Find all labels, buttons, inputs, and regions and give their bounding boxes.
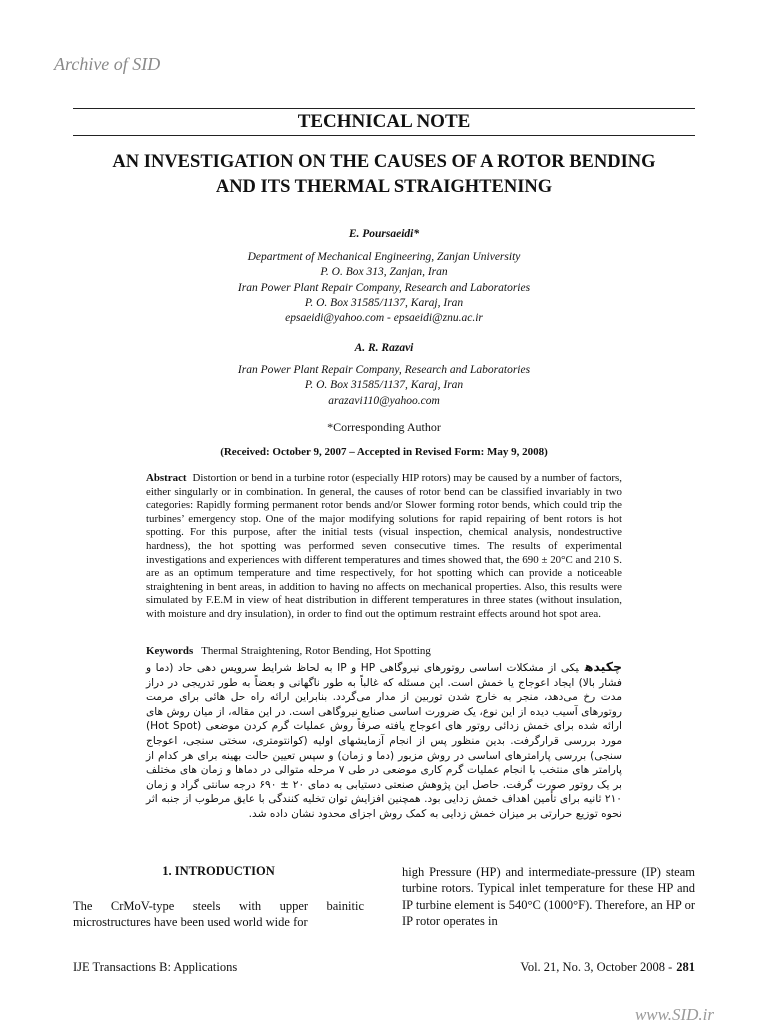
affiliation-line: P. O. Box 31585/1137, Karaj, Iran bbox=[304, 296, 464, 309]
author-1-name: E. Poursaeidi* bbox=[348, 228, 420, 240]
affiliation-line: Iran Power Plant Repair Company, Research and Laboratories bbox=[237, 364, 531, 376]
author-1-affiliation bbox=[0, 250, 768, 326]
affiliation-line: P. O. Box 31585/1137, Karaj, Iran bbox=[304, 379, 464, 392]
note-type: TECHNICAL NOTE bbox=[297, 111, 471, 132]
affiliation-line: Department of Mechanical Engineering, Zanjan University bbox=[247, 251, 521, 263]
keywords bbox=[146, 645, 431, 657]
persian-abstract-label: چکیده bbox=[584, 659, 622, 674]
persian-abstract bbox=[146, 660, 622, 822]
introduction-heading: 1. INTRODUCTION bbox=[162, 864, 275, 878]
corresponding-author-note: *Corresponding Author bbox=[327, 420, 441, 434]
affiliation-line: P. O. Box 313, Zanjan, Iran bbox=[320, 266, 448, 279]
keywords-text: Thermal Straightening, Rotor Bending, Hot Spotting bbox=[201, 645, 431, 657]
archive-header: Archive of SID bbox=[54, 54, 161, 74]
journal-name: IJE Transactions B: Applications bbox=[73, 960, 238, 974]
introduction-left-column: The CrMoV-type steels with upper bainitic microstructures have been used world wide for bbox=[73, 899, 364, 930]
top-rule bbox=[73, 108, 695, 109]
keywords-label: Keywords bbox=[146, 645, 194, 657]
author-2-name: A. R. Razavi bbox=[354, 342, 414, 354]
received-dates: (Received: October 9, 2007 – Accepted in Revised Form: May 9, 2008) bbox=[220, 446, 548, 458]
title-line-1: AN INVESTIGATION ON THE CAUSES OF A ROTOR BENDING bbox=[112, 152, 656, 172]
title-line-2: AND ITS THERMAL STRAIGHTENING bbox=[215, 177, 553, 197]
introduction-right-column: high Pressure (HP) and intermediate-pressure (IP) steam turbine rotors. Typical inlet temperature for these HP and IP turbine element is 540°C (1000°F). Therefore, an HP or IP rotor operates in bbox=[402, 865, 695, 929]
affiliation-line: Iran Power Plant Repair Company, Research and Laboratories bbox=[237, 281, 531, 294]
paper-title bbox=[0, 150, 768, 200]
author-1-email: epsaeidi@yahoo.com - epsaeidi@znu.ac.ir bbox=[285, 312, 483, 325]
title-rule bbox=[73, 135, 695, 136]
volume-info bbox=[520, 960, 695, 975]
abstract bbox=[146, 472, 622, 622]
author-2-email: arazavi110@yahoo.com bbox=[328, 394, 440, 407]
abstract-label: Abstract bbox=[146, 472, 187, 484]
author-2-affiliation bbox=[0, 363, 768, 409]
persian-abstract-text: یکی از مشکلات اساسی روتورهای نیروگاهی HP و IP به لحاظ شرایط سرویس دهی حاد (دما و فشار بالا) ایجاد اعوجاج یا خمش است. این مسئله که غالباً به طور ناگهانی و بعضاً به طور تدریجی در دراز مدت رخ می‌دهد، منجر به خارج شدن توربین از مدار می‌گردد. بنابراین ارائه راه حل هائی برای مرمت روتورهای آسیب دیده از این نوع، یک ضرورت اساسی صنایع نیروگاهی است. در این مقاله، از میان روش های ارائه شده برای خمش زدائی روتور های اعوجاج یافته صرفاً روش عملیات گرم کردن موضعی (Hot Spot) مورد بررسی قرارگرفت. بدین منظور پس از انجام آزمایشهای اولیه (کوانتومتری، سختی سنجی، اعوجاج سنجی) بررسی پارامترهای اساسی در روش مزبور (دما و زمان) و سپس تعیین حالت بهینه برای هر کدام از پارامتر های منتخب با انجام عملیات گرم کاری موضعی در طی ۷ مرحله متوالی در دماها و زمان های مختلف بر یک روتور صورت گرفت. حاصل این پژوهش صنعتی دستیابی به دمای ۲۰ ± ۶۹۰ درجه سانتی گراد و زمان ۲۱۰ ثانیه برای تأمین اهداف خمش زدایی بود. همچنین افزایش توان تخلیه کنندگی با عایق مرطوب از جنبه اثر نحوه توزیع حرارتی بر میزان خمش زدایی به کمک روش اجزای محدود نشان داده شد. bbox=[146, 662, 622, 820]
page-number: 281 bbox=[676, 960, 695, 974]
abstract-text: Distortion or bend in a turbine rotor (especially HIP rotors) may be caused by a number of factors, either singularly or in combination. In general, the causes of rotor bend can be classified invariably in two categories: Rapidly forming permanent rotor bends and/or Slower forming rotor bends, which could trip the turbines’ emergency stop. One of the major modifying solutions for rapid repairing of bent rotors is hot spotting. For this purpose, after the initial tests (visual inspection, chemical analysis, nondestructive hardness), the hot spotting was performed seven consecutive times. The results of experimental investigations and experiences with different temperatures and times showed that, the 690 ± 20°C and 210 S. are as an optimum temperature and time respectively, for hot spotting which can provide a noticeable straightening in bent areas, in addition to having no affects on mechanical properties. Also, this results were simulated by F.E.M in view of heat distribution in different temperatures in three states (without insulation, with moisture and dry insulation), in order to find out the optimum restraint effects around hot spot area. bbox=[146, 472, 622, 620]
sid-watermark: www.SID.ir bbox=[634, 1005, 714, 1024]
volume-text: Vol. 21, No. 3, October 2008 - bbox=[520, 960, 673, 974]
